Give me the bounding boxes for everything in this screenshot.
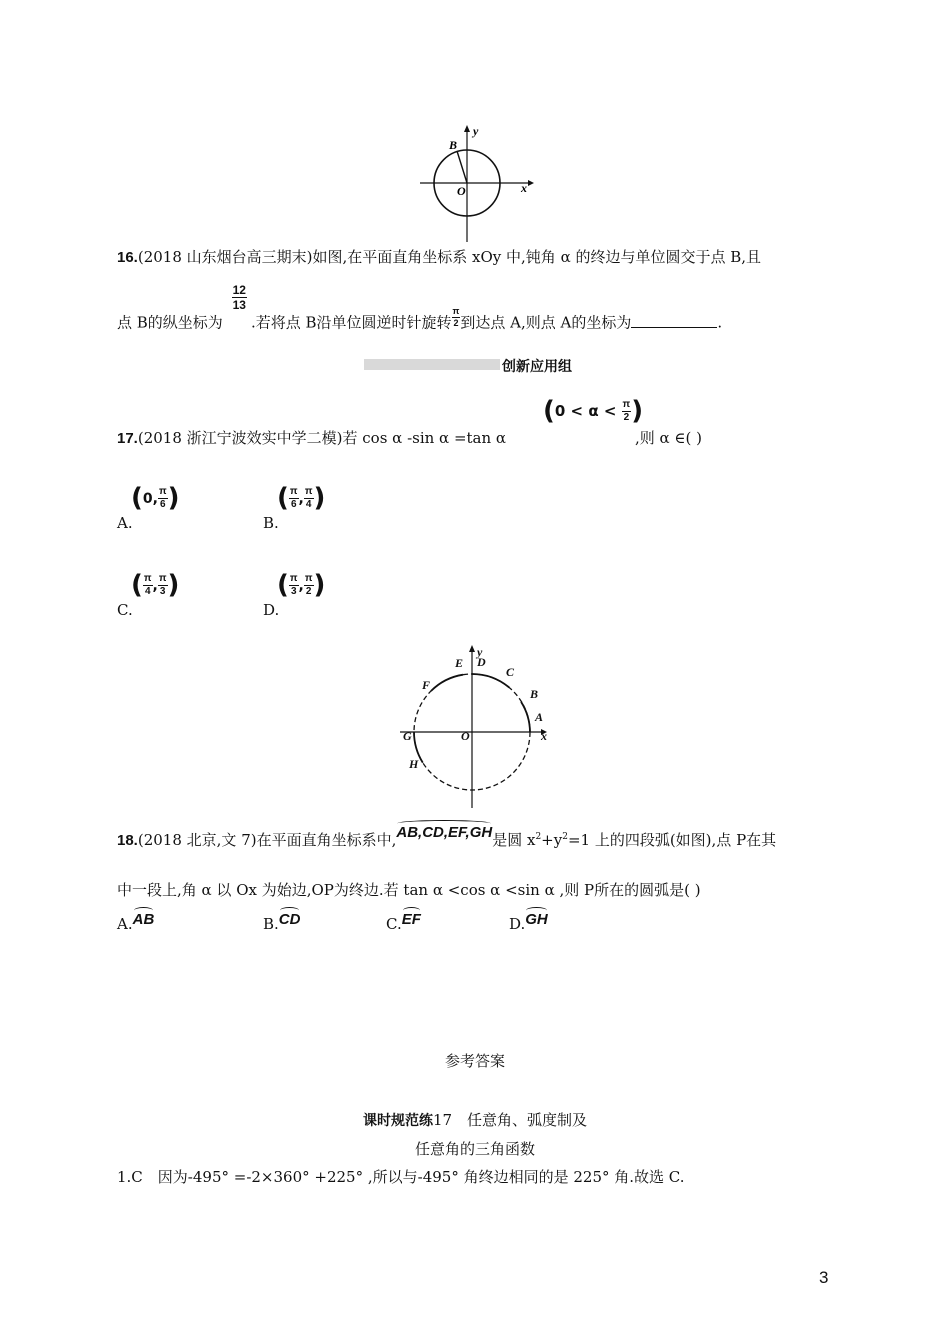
q18-number: 18.	[117, 832, 138, 849]
q18-text-a: (2018 北京,文 7)在平面直角坐标系中,	[137, 831, 397, 849]
q18-option-a[interactable]: A.AB	[117, 911, 155, 933]
q16-text-c: 到达点 A,则点 A的坐标为	[460, 313, 632, 332]
q17-text-b: ,则 α ∈( )	[635, 429, 703, 447]
answers-subtitle: 任意角的三角函数	[414, 1140, 535, 1158]
q18-text-b: 是圆 x	[492, 831, 536, 849]
label-b: B	[449, 138, 458, 152]
q18-option-d[interactable]: D.GH	[509, 911, 548, 933]
label-f: F	[422, 678, 431, 692]
q18-option-b[interactable]: B.CD	[263, 911, 301, 933]
page-number: 3	[819, 1268, 829, 1287]
q17-condition-text: 0 < α <	[554, 401, 617, 420]
label-b: B	[530, 687, 539, 701]
label-h: H	[409, 757, 419, 771]
arc-ab	[521, 702, 530, 732]
q17-option-b-interval[interactable]: ( $\frac{\pi}{6}$ , $\frac{\pi}{4}$ )	[277, 483, 326, 513]
arc-ef	[431, 675, 463, 691]
q16-text-a: 点 B的纵坐标为	[117, 313, 223, 332]
figure-unit-circle-b	[410, 120, 540, 245]
q18-line2: 中一段上,角 α 以 Ox 为始边,OP为终边.若 tan α <cos α <sin α ,则 P所在的圆弧是( )	[117, 881, 701, 899]
label-o: O	[457, 184, 466, 198]
terminal-side-ob	[457, 151, 467, 183]
q16-line1	[117, 246, 761, 267]
answers-heading: 参考答案	[444, 1052, 505, 1070]
q18-option-c-arc: EF	[401, 911, 421, 928]
q17-option-c-interval[interactable]: ( $\frac{\pi}{4}$ , $\frac{\pi}{3}$ )	[131, 570, 180, 600]
label-x: x	[521, 181, 527, 195]
figure-four-arcs	[395, 640, 565, 810]
label-y: y	[473, 124, 479, 138]
q18-option-d-arc: GH	[525, 911, 548, 928]
section-bar	[364, 359, 500, 370]
answers-title: 课时规范练17 任意角、弧度制及	[362, 1111, 588, 1129]
q16-number: 16.	[117, 249, 138, 266]
q18-line1: 18.(2018 北京,文 7)在平面直角坐标系中,AB,CD,EF,GH是圆 $x^2+y^2=1$ 上的四段弧(如图),点 P在其	[117, 824, 777, 849]
q17-option-a-interval[interactable]: (0, $\frac{\pi}{6}$ )	[131, 483, 180, 513]
q17-option-a-letter[interactable]: A.	[117, 514, 133, 532]
label-e: E	[455, 656, 464, 670]
section-title: 创新应用组	[502, 359, 572, 375]
label-g: G	[403, 729, 412, 743]
label-c: C	[506, 665, 515, 679]
q17-number: 17.	[117, 430, 138, 447]
q18-arcs: AB,CD,EF,GH	[396, 824, 493, 841]
q17-text-a: (2018 浙江宁波效实中学二模)若 cos α -sin α =tan α	[137, 429, 507, 447]
q17-option-c-letter[interactable]: C.	[117, 601, 133, 619]
q17-condition-fraction: $\frac{\pi}{2}$	[622, 398, 631, 423]
q16-fraction-12-13: $\frac{12}{13}$	[232, 283, 246, 312]
q18-option-b-arc: CD	[278, 911, 301, 928]
label-a: A	[535, 710, 544, 724]
arc-cd	[472, 674, 509, 688]
label-d: D	[477, 655, 486, 669]
q16-line2	[117, 284, 722, 333]
q18-option-c[interactable]: C.EF	[386, 911, 421, 933]
q17-option-d-letter[interactable]: D.	[263, 601, 280, 619]
q16-fraction-pi-2: $\frac{\pi}{2}$	[452, 305, 460, 328]
q18-option-a-arc: AB	[132, 911, 155, 928]
q17-condition: (0 < α < $\frac{\pi}{2}$ )	[543, 396, 644, 426]
label-o: O	[461, 729, 470, 743]
q17-option-d-interval[interactable]: ( $\frac{\pi}{3}$ , $\frac{\pi}{2}$ )	[277, 570, 326, 600]
q16-answer-blank	[631, 313, 717, 328]
answer-1: 1.C 因为-495° =-2×360° +225° ,所以与-495° 角终边相同的是 225° 角.故选 C.	[117, 1168, 685, 1186]
q17-stem	[117, 427, 506, 448]
q16-text-line1: (2018 山东烟台高三期末)如图,在平面直角坐标系 xOy 中,钝角 α 的终边与单位圆交于点 B,且	[137, 248, 762, 266]
label-x: x	[541, 729, 547, 743]
q17-option-b-letter[interactable]: B.	[263, 514, 279, 532]
q16-text-end: .	[717, 313, 723, 332]
label-y: y	[477, 645, 483, 659]
q16-text-b: .若将点 B沿单位圆逆时针旋转	[250, 313, 452, 332]
